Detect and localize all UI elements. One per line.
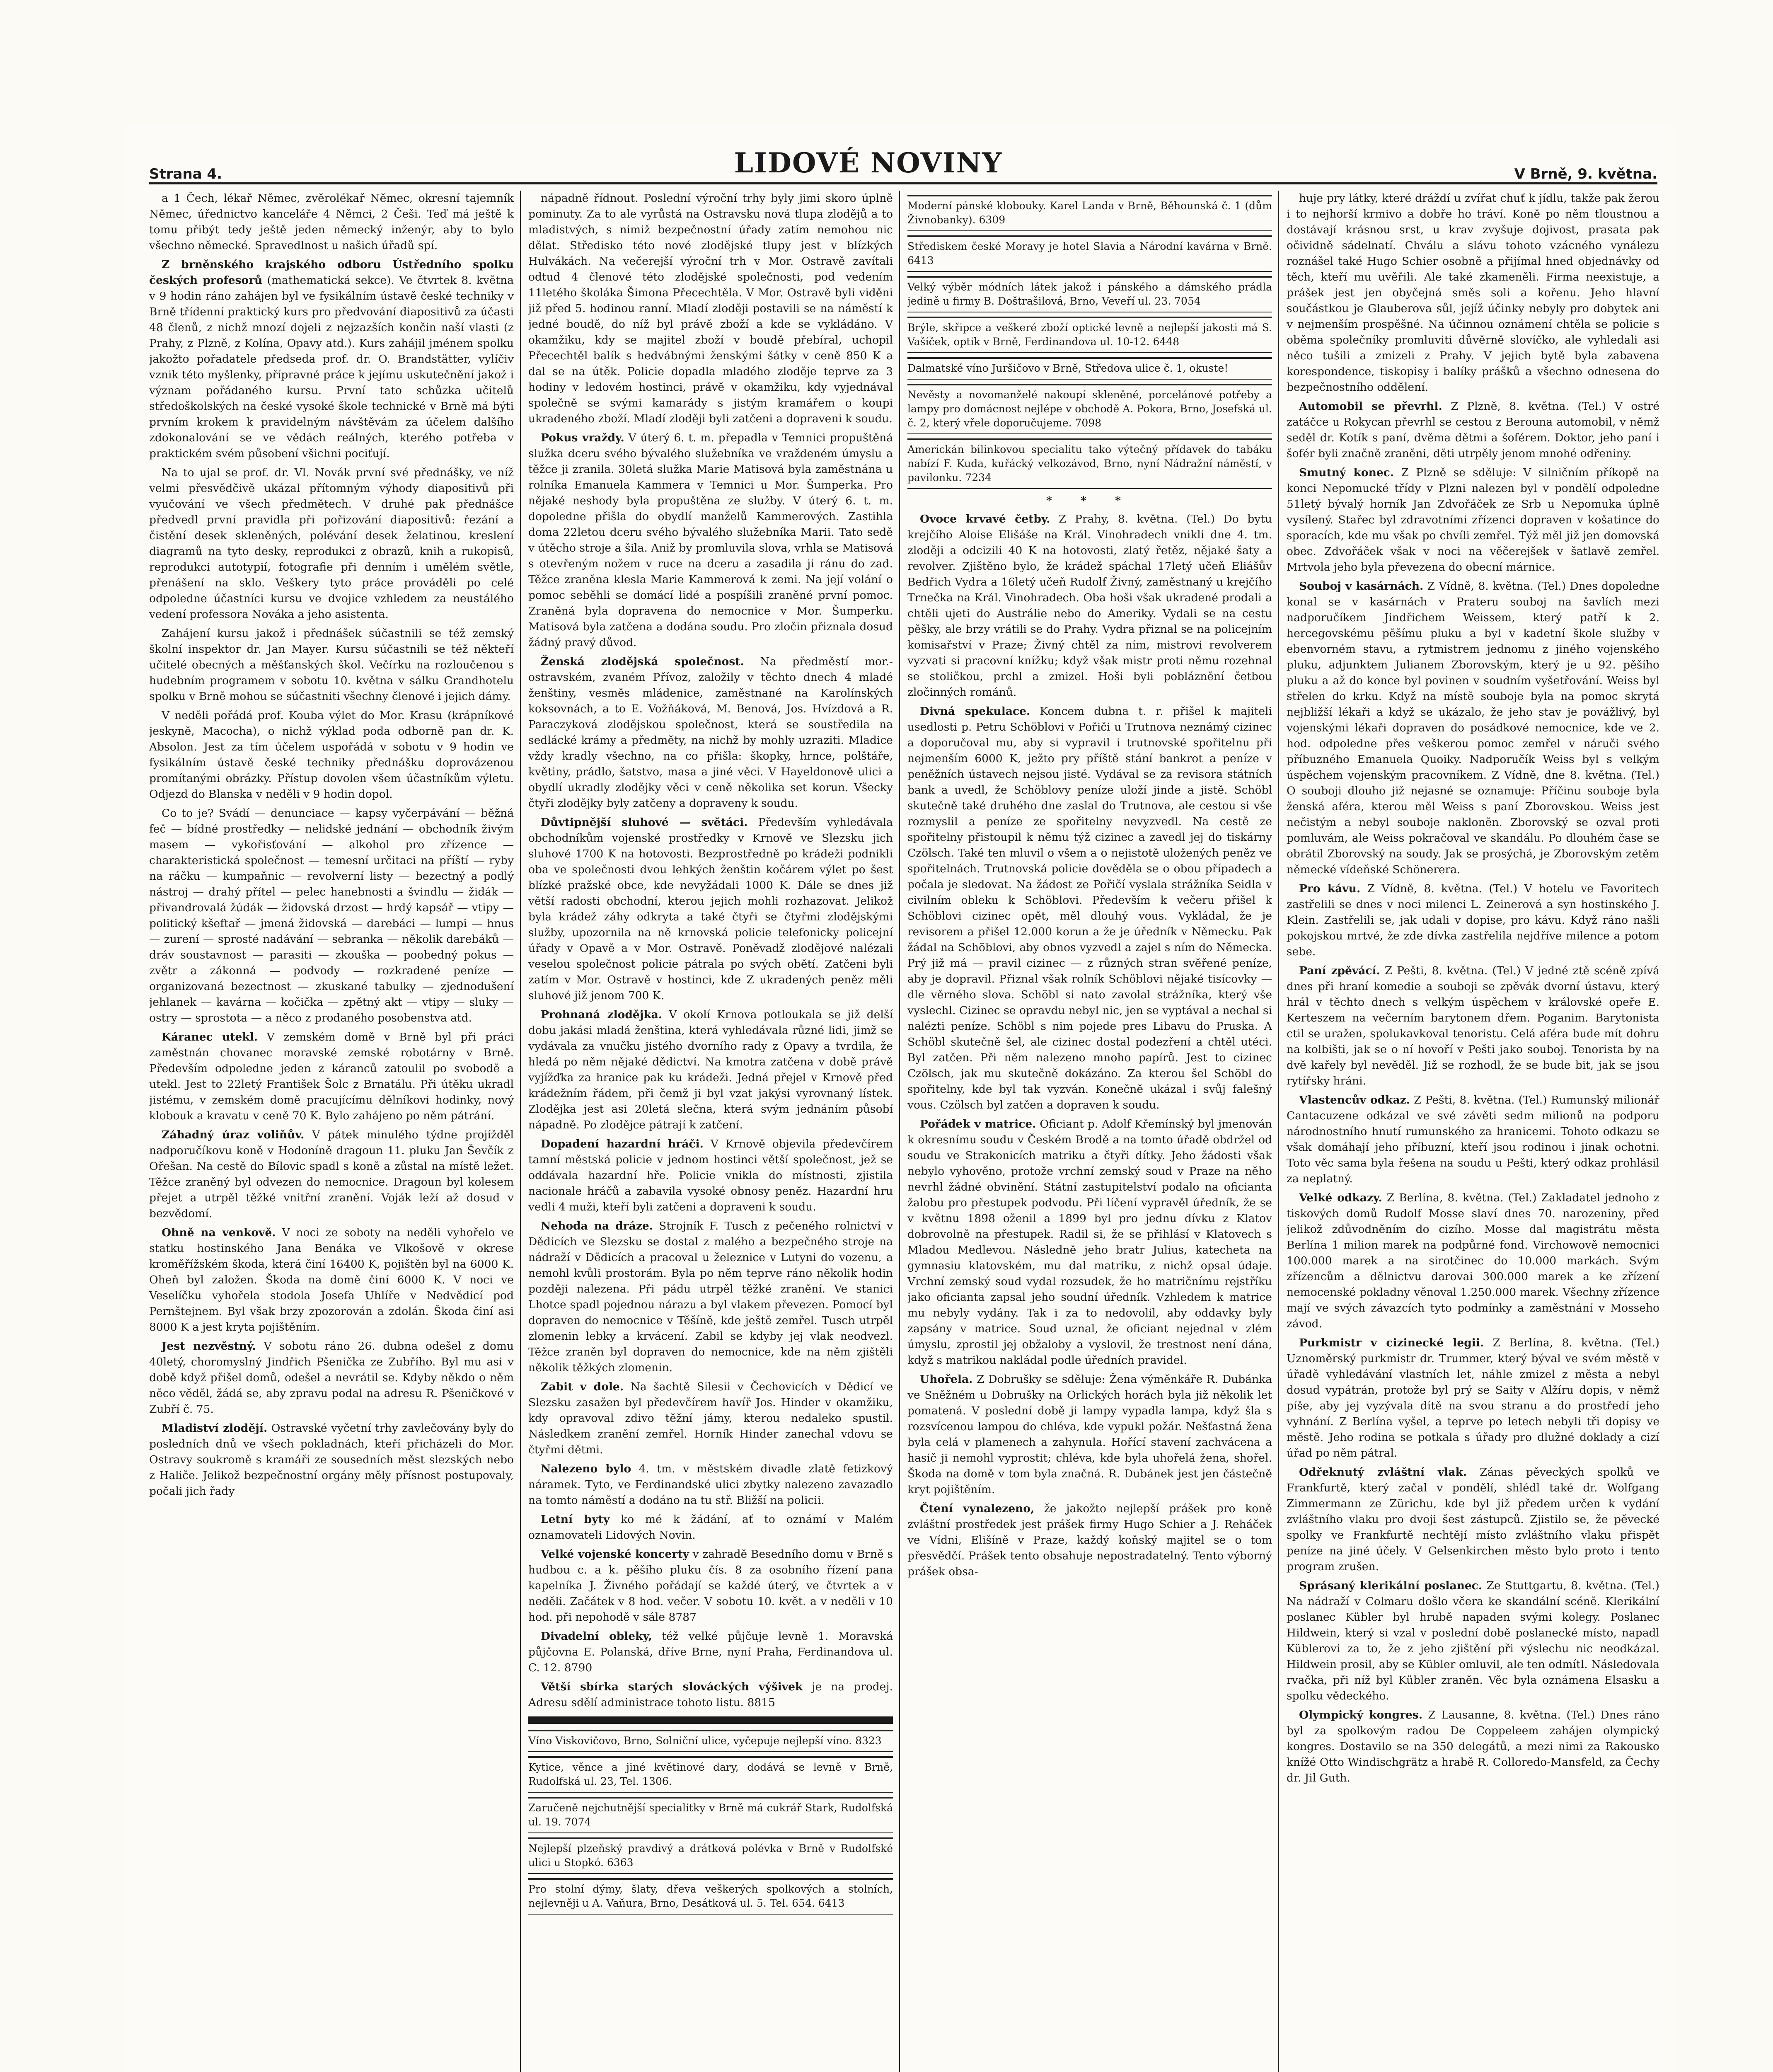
article-text: Na předměstí mor.-ostravském, zvaném Přívoz, založily v těchto dnech 4 mladé ženštiny, vesměs mládenice, zaměstnané na Karolínských koksovnách, a to E. Vožňáková, M. Benová, Jos. Hvízdová a R. Paraczyková zlodějskou společnost, která se soustředila na sedlácké krámy a předměty, na nichž by mohly uzraziti. Mladice vždy kradly všechno, na co přišla: škopky, hrnce, polštáře, květiny, prádlo, šatstvo, masa a jiné věci. V Hayeldonově ulici a obydlí ukradly zlodějky věci v ceně několika set korun. Všecky čtyři zlodějky byly zatčeny a dopraveny k soudu. <box>528 655 893 810</box>
section-divider-stars: * * * <box>1046 494 1134 507</box>
article <box>528 1218 893 1376</box>
column-1 <box>149 191 514 2072</box>
article-text: V Krnově objevila předevčírem tamní městská policie v jednom hostinci větší společnost, jež se oddávala hazardní hře. Policie vnikla do místnosti, zjistila nacionale hráčů a zabavila vysoké obnosy peněz. Hazardní hru vedli 4 muži, kteří byli zatčeni a dopraveni k soudu. <box>528 1138 893 1213</box>
article-text: Z Dobrušky se sděluje: Žena výměnkáře R. Dubánka ve Sněžném u Dobrušky na Orlických horách byla již několik let pomatená. V poslední době ji lampy vypadla lampa, když šla s rozsvícenou lampou do chléva, kde vypukl požár. Nešťastná žena byla celá v plamenech a zahynula. Hořící stavení zachvácena a hasič ji nemohl vyprostit; chléva, kde byla uhořelá žena, shořel. Škoda na domě v tom byla značná. R. Dubánek jest jen částečně kryt pojištěním. <box>907 1373 1272 1496</box>
article-text: 4. tm. v městském divadle zlatě fetizkový náramek. Tyto, ve Ferdinandské ulici zbytky nalezeno zavazadlo na tomto náměstí a dodáno na tu stř. Bližší na policii. <box>528 1462 893 1507</box>
advertisement: Americkán bilinkovou specialitu tako výtečný přídavek do tabáku nabízí F. Kuda, kuřácký velkozávod, Brno, nyní Nádražní náměstí, v pavilonku. 7234 <box>907 438 1272 489</box>
article-headline: Záhadný úraz voliňův. <box>162 1128 305 1141</box>
article-headline: Letní byty <box>541 1513 610 1526</box>
article-text: Koncem dubna t. r. přišel k majiteli usedlosti p. Petru Schöblovi v Pořiči u Trutnova neznámý cizinec a doporučoval mu, aby si vypravil i trutnovské spořitelnu při nejmenším 6000 K, ježto pry příště stání bankrot a peníze v peněžních ústavech nejsou jisté. Vydával se za revisora státních bank a uvedl, že Schöblovy peníze uloží jinde a jistě. Schöbl skutečně také druhého dne zaslal do Trutnova, ale cestou si vše rozmyslil a peníze ze spořitelny nevyzvedl. Na cestě ze spořitelny přistoupil k němu týž cizinec a zavedl jej do tiskárny Czölsch. Také ten mluvil o všem a o nejistotě uložených peněz ve spořitelnách. Trutnovská policie dověděla se o obou případech a počala je sledovat. Na žádost ze Pořičí vyslala strážníka Seidla v civilním obleku k Schöblovi. Především k večeru přišel k Schöblovi cizinec opět, měl dlouhý vous. Vykládal, že je revisorem a přišel 12.000 korun a že je úředník v Německu. Pak žádal na Schöblovi, aby obnos vyzvedl a zajel s ním do Německa. Prý již má — pravil cizinec — z různých stran svěřené peníze, aby je dopravil. Přiznal však rolník Schöblovi nějaké tisícovky — dle věrného slova. Schöbl si nato zavolal strážníka, který vše vyslechl. Cizinec se opravdu nebyl nic, jen se vyptával a nechal si nalézti peníze. Schöbl s nim pojede pres Libavu do Pruska. A Schöbl skutečně šel, ale cizinec dostal podezření a chtěl utéci. Byl zatčen. Při něm nalezeno mnoho papírů. Jest to cizinec Czölsch, jak mu skutečně dokázáno. Za kterou šel Schöbl do spořitelny, kde byl tak vyzván. Konečně ukázal i svůj falešný vous. Czölsch byl zatčen a dopraven k soudu. <box>907 705 1272 1111</box>
article-text: Strojník F. Tusch z pečeného rolnictví v Dědicích ve Slezsku se dostal z malého a bezpečného stroje na nádraží v Dědicích a pracoval u železnice v Lutyni do vozenu, a nemohl kvůli prostorám. Byla po něm teprve ráno několik hodin později nalezena. Při pádu utrpěl těžké zranění. Ve stanici Lhotce spadl pojednou nárazu a byl vlakem převezen. Pomocí byl dopraven do nemocnice v Těšíně, kde ještě zemřel. Tusch utrpěl zlomenin lebky a krvácení. Zabil se kdyby jej vlak neodvezl. Těžce zraněn byl dopraven do nemocnice, kde na něm zjištěli několik těžkých zlomenin. <box>528 1220 893 1374</box>
advertisement: Pro stolní dýmy, šlaty, dřeva veškerých spolkových a stolních, nejlevněji u A. Vaňura, Brno, Desátková ul. 5. Tel. 654. 6413 <box>528 1878 893 1915</box>
article-headline: Nalezeno bylo <box>541 1462 631 1475</box>
article-headline: Purkmistr v cizinecké legii. <box>1299 1336 1484 1349</box>
article <box>907 1372 1272 1498</box>
article <box>1287 1335 1659 1461</box>
article-headline: Uhořela. <box>920 1373 973 1386</box>
column-2 <box>528 191 893 2072</box>
article <box>1287 579 1659 878</box>
article-text: huje pry látky, které dráždí u zvířat chuť k jídlu, takže pak žerou i to nejhorší krmivo a dobře ho tráví. Koně po něm tloustnou a dostávají krásnou srst, u krav zvyšuje dojivost, prasata pak očividně sádelnatí. Chválu a slávu tohoto vzácného vynálezu roznášel také Hugo Schier osobně a přijímal hned objednávky od těch, kteří mu uvěřili. Ale také zkameněli. Firma neexistuje, a prášek jest jen obyčejná směs soli a kořenu. Jeho hlavní součástkou je Glauberova sůl, jejíž účinky nebyly pro dobytek ani v nejmenším prospěšné. Na účinnou oznámení chtěla se policie s oběma společníky promluviti důvěrně slovíčko, ale vyhledali asi něco tušili a zmizeli z Prahy. V jejich bytě byla zabavena korespondence, tiskopisy i balíky prášků a všechno odnesena do bezpečnostního oddělení. <box>1287 192 1659 394</box>
article-headline: Vlastencův odkaz. <box>1299 1094 1410 1106</box>
article-text: nápadně řídnout. Poslední výroční trhy byly jimi skoro úplně pominuty. Za to ale vyrůstá na Ostravsku nová tlupa zlodějů a to mladistvých, s nimiž bezpečnostní úřady zatím nemohou nic dělat. Středisko této nové zlodějské tlupy jest v blízkých Hulvákách. Na večerejší výroční trh v Mor. Ostravě zavítali odtud 4 členové této zlodějské společnosti, pod vedením 11letého školáka Šimona Přecechtěla. V Mor. Ostravě byli viděni již před 5. hodinou ranní. Mladí zloději postavili se na náměstí k jedné boudě, do níž byl právě zboží a kde se vykládáno. V okamžiku, kdy se majitel zboží v boudě přebíral, uchopil Přecechtěl balík s hedvábnými ženskými šátky v ceně 850 K a dal se na útěk. Policie dopadla mladého zloděje teprve za 3 hodiny v ledovém hostinci, právě v okamžiku, kdy vyjednával společně se svými kamarády s jistým kramářem o koupi ukradeného zboží. Mladí zloději byli zatčeni a dopraveni k soudu. <box>528 192 893 425</box>
advertisement: Kytice, věnce a jiné květinové dary, dodává se levně v Brně, Rudolfská ul. 23, Tel. 1306. <box>528 1756 893 1793</box>
article-text: Co to je? Svádí — denunciace — kapsy vyčerpávání — běžná feč — bídné prostředky — nelidské jednání — obchodník živým masem — vykořisťování — alkohol pro zřízence — charakteristická společnost — temesní určitaci na příští — ryby na ráčku — kumpaňnic — revolverní listy — bezectný a podlý nástroj — drahý přítel — pelec hanebnosti a švindlu — židák — přivandrovalá žúdák — židovská drzost — hrdý kapsář — vtipy — politický kšeftař — jmená židovská — darebáci — lumpi — hnus — zurení — sprosté nadávání — sebranka — několik darebáků — dráv soustavnost — parasiti — zkouška — poobedný pokus — zvětr a zákonná — podvody — rozkradené peníze — organizovaná bezectnost — zkuskané tabulky — zjednodušení jehlanek — kavárna — kočička — zpětný akt — vtipy — sluky — ostry — sprostota — a něco z prodaného posobenstva atd. <box>149 807 514 1024</box>
article-headline: Velké odkazy. <box>1299 1191 1382 1204</box>
article-text: V neděli pořádá prof. Kouba výlet do Mor. Krasu (krápníkové jeskyně, Macocha), o nichž výklad poda odborně pan dr. K. Absolon. Jest za tím účelem uspořádá v sobotu v 9 hodin ve fysikálním ústavě české techniky přednášku doprovázenou promítanými obrázky. Přístup dovolen všem účastníkům výletu. Odjezd do Blanska v neděli v 9 hodin dopol. <box>149 709 514 801</box>
article-text: V úterý 6. t. m. přepadla v Temnici propuštěná služka dceru svého bývalého služebníka ve vraždeném úmyslu a těžce ji zranila. 30letá služka Marie Matisová byla zaměstnána u rolníka Emanuela Kammera v Temnici u Mor. Šumperka. Pro nějaké neshody byla propuštěna ze služby. V úterý 6. t. m. dopoledne přišla do obydlí manželů Kammerových. Zastihla doma 22letou dceru svého bývalého služebníka Marii. Tato sedě v útěcho stroje a šila. Aniž by promluvila slova, vrhla se Matisová s otevřeným nožem v ruce na dceru a zasadila ji ránu do zad. Těžce zraněna klesla Marie Kammerová k zemi. Na její volání o pomoc seběhli se domácí lidé a pospíšili zraněné první pomoc. Zraněná byla dopravena do nemocnice v Mor. Šumperku. Matisová byla zatčena a dodána soudu. Pro zločin přiznala dosud žádný pravý důvod. <box>528 431 893 649</box>
article-text: Ostravské vyčetní trhy zavlečovány byly do posledních dnů ve všech pokladnách, kteří přicházeli do Mor. Ostravy soukromě s kramáři ze sousedních měst slezských nebo z Haliče. Jelikož bezpečnostní orgány měly přísnost postupovaly, počali jich řady <box>149 1422 514 1498</box>
advertisement: Nejlepší plzeňský pravdivý a drátková polévka v Brně v Rudolfské ulici u Stopkó. 6363 <box>528 1837 893 1874</box>
article-text: též velké půjčuje levně 1. Moravská půjčovna E. Polanská, dříve Brne, nyní Praha, Ferdinandova ul. C. 12. 8790 <box>528 1630 893 1674</box>
newspaper-page <box>124 124 1674 2072</box>
article <box>149 257 514 462</box>
article-text: Na to ujal se prof. dr. Vl. Novák první své přednášky, ve níž velmi přesvědčivě ukázal přítomným výhody diapositivů při vyučování ve všech předmětech. V druhé pak přednášce předvedl první pravidla při pořizování diapositivů: řezání a čistění desek skleněných, polévání desek želatinou, kreslení diagramů na tyto desky, reprodukci z obrazů, knih a rukopisů, reprodukci autotypií, fotografie při denním i umělém světle, přenášení na sklo. Veškery tyto práce prováděli po celé odpoledne účastníci kursu ve dvojice vzhledem za neustálého vedení professora Nováka a jeho asistenta. <box>149 466 514 621</box>
article-headline: Divadelní obleky, <box>541 1630 652 1643</box>
article-text: Z Vídně, 8. května. (Tel.) Dnes dopoledne konal se v kasárnách v Prateru souboj na šavlích mezi nadporučíkem Jindřichem Weissem, který patří k 2. hercegovskému pěšímu pluku a byl v kadetní škole služby v ebenvorném stavu, a rytmistrem jednomu z jiného vojenského pluku, adjunktem Julianem Zborovským, který je u 92. pěšího pluku a až do konce byl povinen v soudním vyšetřování. Weiss byl střelen do krku. Když na místě souboje byla na pomoc skrytá nejbližší lékaři a když se ukázalo, že jeho stav je povážlivý, byl vojenskými lékaři dopraven do posádkové nemocnice, kde ve 2. hod. odpoledne přes veškerou pomoc zemřel v náruči svého příbuzného Emanuela Quoiky. Nadporučík Weiss byl s velkým úspěchem vojenským pracovníkem. Z Vídně, dne 8. května. (Tel.) O souboji dlouho již nejasné se oznamuje: Příčinu souboje byla ženská aféra, kterou měl Weiss s paní Zborovskou. Weiss jest nečistým a nebyl souboje nakloněn. Zborovský se ozval proti pomluvám, ale Weiss pokračoval ve skandálu. Po dlouhém čase se obrátil Zborovský na soudy. Jak se prosýchá, je Zborovským zetěm německé vídeňské Schönerera. <box>1287 580 1659 876</box>
article-text: Z Pešti, 8. května. (Tel.) V jedné ztě scéně zpívá dnes při hraní komedie a souboji se zpěvák dvorní ústavu, který hrál v těchto dnech s velkým úspěchem v královské opeře E. Kerteszem na večerním barytonem dřem. Poganim. Barytonista ctil se uražen, spolukavkoval tenoristu. Celá aféra bude mít dohru na kolbišti, jak se o ní hovoří v Pešti jako souboj. Tenorista by na dvě kařely byl nevěděl. Již se rozhodl, že se bude bit, jak se jsou rytířsky hráni. <box>1287 964 1659 1087</box>
article-headline: Mladiství zlodějí. <box>162 1422 268 1435</box>
advertisement: Dalmatské víno Juršičovo v Brně, Středova ulice č. 1, okuste! <box>907 357 1272 380</box>
article <box>1287 1464 1659 1575</box>
article <box>1287 399 1659 462</box>
article <box>528 1679 893 1711</box>
article <box>1287 1190 1659 1332</box>
article-text: Z Prahy, 8. května. (Tel.) Do bytu krejčího Aloise Elišáše na Král. Vinohradech vnikli dne 4. tm. zloději a odcizili 40 K na hotovosti, zlatý řetěz, nějaké šaty a revolver. Zjištěno bylo, že krádež spáchal 17letý učeň Eliášův Bedřich Vydra a 16letý učeň Rudolf Živný, zaměstnaný u krejčího Trnečka na Král. Vinohradech. Oba hoši však ukradené prodali a chtěli ujeti do Austrálie nebo do Ameriky. Vydali se na cestu pěšky, ale brzy vrátili se do Prahy. Vydra přiznal se na policejním komisařství v Praze; Živný chtěl za ním, mistrovi revolverem vyzvati si pracovní knížku; když však mistr proti němu rozehnal se stoličkou, prchl a zmizel. Hoši byli pobláznění četbou zločinných románů. <box>907 513 1272 699</box>
article-headline: Z brněnského krajského odboru Ústředního spolku českých profesorů <box>149 258 514 287</box>
article <box>528 815 893 1004</box>
article-headline: Odřeknutý zvláštní vlak. <box>1299 1466 1467 1479</box>
article-text: v zahradě Besedního domu v Brně s hudbou c. a k. pěšího pluku čís. 8 za osobního řízení pana kapelníka J. Živného pořádají se každé úterý, ve čtvrtek a v neděli. Začátek v 8 hod. večer. V sobotu 10. květ. a v neděli v 10 hod. při nepohodě v sále 8787 <box>528 1548 893 1624</box>
article-text: Ze Stuttgartu, 8. května. (Tel.) Na nádraží v Colmaru došlo včera ke skandální scéně. Klerikální poslanec Kübler byl hrubě napaden svými kolegy. Poslanec Hildwein, který si vzal v poslední době poslanecké místo, napadl Küblerovi za to, že z jeho zjištění při výslechu nic neodkázal. Hildwein prosil, aby se Kübler omluvil, ale ten odmítl. Následovala rvačka, při níž byl Kübler zraněn. Věc byla oznámena Elsasku a spolku vědeckého. <box>1287 1579 1659 1702</box>
article-headline: Pro kávu. <box>1299 882 1361 895</box>
article-text: Z Pešti, 8. května. (Tel.) Rumunský milionář Cantacuzene odkázal ve své závěti sedm milionů na podporu národnostního hnutí rumunského za hranicemi. Tohoto odkazu se však domáhají jeho příbuzní, kteří jsou rodinou i jinak ochotni. Toto věc sama byla řešena na soudu u Pešti, který odkaz prohlásil za neplatný. <box>1287 1094 1659 1185</box>
article-text: V zemském domě v Brně byl při práci zaměstnán chovanec moravské zemské robotárny v Brně. Především odpoledne jeden z káranců zatoulil po svobodě a utekl. Jest to 22letý František Šolc z Brnatálu. Při útěku ukradl jistému, v zemském domě pracujícímu dělníkovi hodinky, nový klobouk a kravatu v ceně 70 K. Bylo zahájeno po něm pátrání. <box>149 1031 514 1122</box>
advertisement: Víno Viskovičovo, Brno, Solniční ulice, vyčepuje nejlepší víno. 8323 <box>528 1730 893 1752</box>
article <box>1287 963 1659 1089</box>
article-headline: Čtení vynalezeno, <box>920 1502 1035 1515</box>
article-headline: Pořádek v matrice. <box>920 1118 1036 1130</box>
article-headline: Nehoda na dráze. <box>541 1220 653 1232</box>
article-headline: Jest nezvěstný. <box>162 1340 256 1353</box>
article-headline: Prohnaná zlodějka. <box>541 1008 663 1021</box>
article-text: Oficiant p. Adolf Křemínský byl jmenován k okresnímu soudu v Českém Brodě a na tomto úřadě obdržel od soudu ve Strakonicích matriku a čtyři dítky. Jeho žádosti však nebylo vyhověno, protože vrchní zemský soud v Praze na něho nevrhl žádné obvinění. Státní zastupitelství podalo na oficianta žalobu pro přestupek podvodu. Při líčení vypravěl úředník, že se v květnu 1898 oženil a 1899 byl pro jednu dívku z Klatov dobrovolně na přestupek. Radil si, že se přihlásí v Klatovech s Mladou Medlevou. Následně jeho bratr Julius, katecheta na gymnasiu klatovském, mu dal matriku, z nichž opsal údaje. Vrchní zemský soud vydal rozsudek, že ho matričnímu rejstříku jako oficianta zapsal jeho soudní úředník. Vzhledem k matrice mu nebyly vydány. Tak i za to nedovolil, aby oddavky byly zapsány v matrice. Soud uznal, že oficiant nejednal v zlém úmyslu, zprostil jej obžaloby a vyslovil, že trestnost není dána, když s matrikou nakládal podle úředních pravidel. <box>907 1118 1272 1367</box>
column-divider <box>520 191 521 2072</box>
advertisement: Zaručeně nejchutnější specialitky v Brně má cukrář Stark, Rudolfská ul. 19. 7074 <box>528 1797 893 1833</box>
article-headline: Důvtipnější sluhové — světáci. <box>541 816 748 829</box>
article-text: je na prodej. Adresu sdělí administrace tohoto listu. 8815 <box>528 1680 893 1709</box>
article-headline: Zabit v dole. <box>541 1380 624 1393</box>
article-headline: Ohně na venkově. <box>162 1226 276 1239</box>
article <box>149 1127 514 1222</box>
article <box>528 654 893 811</box>
advertisement: Moderní pánské klobouky. Karel Landa v Brně, Běhounská č. 1 (dům Živnobanky). 6309 <box>907 195 1272 231</box>
article <box>149 1421 514 1499</box>
advertisement: Střediskem české Moravy je hotel Slavia a Národní kavárna v Brně. 6413 <box>907 235 1272 272</box>
advertisement: Nevěsty a novomanželé nakoupí skleněné, porcelánové potřeby a lampy pro domácnost nejlépe v obchodě A. Pokora, Brno, Josefská ul. č. 2, který vřele doporučujeme. 7098 <box>907 384 1272 434</box>
article-headline: Ženská zlodějská společnost. <box>541 655 744 668</box>
article-text: ko mé k žádání, ať to oznámí v Malém oznamovateli Lidových Novin. <box>528 1513 893 1542</box>
article-headline: Divná spekulace. <box>920 705 1030 718</box>
article-text: že jakožto nejlepší prášek pro koně zvláštní prostředek jest prášek firmy Hugo Schier a J. Reháček ve Vídni, Elišíně v Praze, každý koňský majitel se o tom přesvědčí. Prášek tento obsahuje nepostradatelný. Tento výborný prášek obsa- <box>907 1502 1272 1578</box>
article <box>1287 1707 1659 1786</box>
article-text: V sobotu ráno 26. dubna odešel z domu 40letý, choromyslný Jindřich Pšenička ze Zubřího. Byl mu asi v době když přišel domů, odešel a nevrátil se. Kdyby někdo o něm něco věděl, žádá se, aby zpravu podal na adresu R. Pšeničkové v Zubří č. 75. <box>149 1340 514 1416</box>
page-header <box>149 141 1657 184</box>
article <box>907 1501 1272 1580</box>
article-text: V pátek minulého týdne projížděl nadporučíkovu koně v Hodoníně dragoun 11. pluku Jan Ševčík z Ořešan. Na cestě do Bílovic spadl s koně a zůstal na místě ležet. Těžce zraněný byl odvezen do nemocnice. Dragoun byl kolesem přejet a utrpěl těžké vnitřní zranění. Voják leží až dosud v bezvědomí. <box>149 1128 514 1220</box>
article <box>528 1461 893 1508</box>
article-text: V noci ze soboty na neděli vyhořelo ve statku hostinského Jana Benáka ve Vlkošově v okrese kroměřížském škoda, která činí 16400 K, pojištěn byl na 6000 K. Oheň byl založen. Škoda na domě činí 6000 K. V noci ve Veselíčku vyhořela stodola Josefa Uhlíře v Nedvědicí pod Pernštejnem. Byl však brzy zpozorován a zdolán. Škoda činí asi 8000 K a jest kryta pojištěním. <box>149 1226 514 1334</box>
article <box>149 1029 514 1124</box>
article-text: Z Vídně, 8. května. (Tel.) V hotelu ve Favoritech zastřelili se dnes v noci milenci L. Zeinerová a syn hostinského J. Klein. Zastřelili se, jak udali v dopise, pro kávu. Když ráno našli pokojskou mrtvé, že zde dívka zastřelila nejdříve milence a potom sebe. <box>1287 882 1659 958</box>
advertisement: Velký výběr módních látek jakož i pánského a dámského prádla jedině u firmy B. Doštrašilová, Brno, Veveří ul. 23. 7054 <box>907 276 1272 312</box>
article-text: Zánas pěveckých spolků ve Frankfurtě, který začal v pondělí, shlédl také dr. Wolfgang Zimmermann ze Zürichu, kde byl již předem určen k vydání zvláštního vlaku pro dvoji šest zástupců. Zjistilo se, že pěvecké spolky ve Frankfurtě nechtějí místo zvláštního vlaku přispět peníze na jiné účely. V Gelsenkirchen město bylo proto i tento program zrušen. <box>1287 1466 1659 1573</box>
article-text: Z Plzně se sděluje: V silničním příkopě na konci Nepomucké třídy v Plzni nalezen byl v pondělí odpoledne 51letý bývalý horník Jan Zdvořáček ze Srb u Nepomuka úplně vysílený. Stařec byl zdravotními zřízenci dopraven v košatince do sporacích, kde mu však po chvíli zemřel. Týž měl již jen domovská obec. Zdvořáček však v noci na věčerejšek v šatlavě zemřel. Mrtvola jeho byla převezena do obecní márnice. <box>1287 466 1659 574</box>
article-headline: Sprásaný klerikální poslanec. <box>1299 1579 1483 1592</box>
article <box>528 1379 893 1458</box>
article <box>528 1136 893 1215</box>
article <box>149 1225 514 1335</box>
article <box>907 704 1272 1113</box>
article-text: Z Lausanne, 8. května. (Tel.) Dnes ráno byl za spolkovým radou De Coppeleem zahájen olympický kongres. Dostavilo se na 350 delegátů, a mezi nimi za Rakousko knížé Otto Windischgrätz a hrabě R. Colloredo-Mansfeld, za Čechy dr. Jil Guth. <box>1287 1709 1659 1784</box>
advertisement: Brýle, skřipce a veškeré zboží optické levně a nejlepší jakosti má S. Vašíček, optik v Brně, Ferdinandova ul. 10-12. 6448 <box>907 317 1272 353</box>
page-number: Strana 4. <box>149 166 223 182</box>
article <box>149 1339 514 1417</box>
article-headline: Automobil se převrhl. <box>1299 400 1442 413</box>
article-text: Z Berlína, 8. května. (Tel.) Uznoměrský purkmistr dr. Trummer, který býval ve svém městě v úřadě vyhledávání vlastních let, náhle zmizel z města a nebyl dosud vypátrán, protože byl prý se Saity v Alžíru dopis, v němž píše, aby jej vyzývala dítě na svou stranu a do prostředí jeho vyhnání. Z Berlína vyšel, a teprve po letech nebyli tři dopisy ve městě. Jeho rodina se potkala s úřady pro dlužné doklady a cizí úřad po něm pátral. <box>1287 1336 1659 1460</box>
column-3 <box>907 191 1272 2072</box>
article <box>528 1007 893 1133</box>
article-text: V okolí Krnova potloukala se již delší dobu jakási mladá ženština, která vyhledávala různé lidi, jimž se vydávala za vnučku jistého dvorního rady z Opavy a tvrdila, že hledá po něm nějaké dědictví. Na kmotra zatčena v době právě vyjížďka za hranice pak ku krádeži. Jedná přejel v Krnově před krádežním řádem, při čemž ji byl vzat jakýsi vyrovnaný lístek. Zlodějka jest asi 20letá slečna, která svým jednáním působí nápadně. Po zlodějce pátrají k zatčení. <box>528 1008 893 1131</box>
article-text: (mathematická sekce). Ve čtvrtek 8. května v 9 hodin ráno zahájen byl ve fysikálním ústavě české techniky v Brně třídenní praktický kurs pro předvování diapositivů za účasti 48 členů, z nichž mnozí dojeli z nejzazších končin naší vlasti (z Prahy, z Plzně, z Kolína, Opavy atd.). Kurs zahájil jménem spolku jakožto pořadatele předseda prof. dr. O. Brandstätter, vylíčiv vznik této myšlenky, přípravné práce k jejímu uskutečnění jakož i význam pořádaného kursu. První tato schůzka učitelů středoškolských na české vysoké škole technické v Brně má býti prvním krokem k pravidelným návštěvám za účelem dalšího zdokonalování se ve vědách reálných, kterého potřeba v praktickém svém působení všichni pociťují. <box>149 274 514 460</box>
article-text: a 1 Čech, lékař Němec, zvěrolékař Němec, okresní tajemník Němec, úřednictvo kanceláře 4 Němci, 2 Češi. Teď má ještě k tomu přibýt tedy ještě jeden německý inženýr, aby to bylo všechno německé. Spravedlnost u našich úřadů spí. <box>149 192 514 252</box>
article-headline: Dopadení hazardní hráči. <box>541 1138 704 1150</box>
article-text: Zahájení kursu jakož i přednášek súčastnili se též zemský školní inspektor dr. Jan Mayer. Kursu súčastnili se též někteří učitelé obecných a měšťanských škol. Večírku na rozloučenou s hudebním programem v sobotu 10. května v sálku Grandhotelu spolku v Brně mohou se súčastniti všechny členové i jejich dámy. <box>149 627 514 703</box>
article-text: Z Berlína, 8. května. (Tel.) Zakladatel jednoho z tiskových domů Rudolf Mosse slaví dnes 70. narozeniny, před jelikož zdůvodněním do cizího. Mosse dal magistrátu města Berlína 1 milion marek na podpůrné fond. Virchowově nemocnici 100.000 marek a na sirotčinec do 10.000 markách. Svým zřízencům a dělnictvu darovai 300.000 marek a ke zřízení nemocenské pokladny věnoval 1.250.000 marek. Všechny zřízence mají ve svých závazcích tyto podmínky a zaměstnání v Mosseho závod. <box>1287 1191 1659 1330</box>
article <box>907 1116 1272 1368</box>
article <box>1287 1092 1659 1187</box>
column-divider <box>1278 191 1279 2072</box>
article-headline: Velké vojenské koncerty <box>541 1548 689 1561</box>
article-headline: Větší sbírka starých slováckých výšivek <box>541 1680 803 1693</box>
article-headline: Smutný konec. <box>1299 466 1394 479</box>
masthead: LIDOVÉ NOVINY <box>734 147 1003 179</box>
article-headline: Ovoce krvavé četby. <box>920 513 1050 525</box>
article-headline: Káranec utekl. <box>162 1031 258 1043</box>
article-text: Na šachtě Silesii v Čechovicích v Dědicí ve Slezsku zasažen byl předevčírem havíř Jos. Hinder v okamžiku, kdy opravoval zdivo těžní jámy, kterou nedaleko spustil. Následkem zranění zemřel. Horník Hinder zanechal vdovu se čtyřmi dětmi. <box>528 1380 893 1456</box>
article <box>528 1547 893 1625</box>
article-headline: Paní zpěvácí. <box>1299 964 1380 977</box>
article <box>1287 881 1659 960</box>
article-headline: Pokus vraždy. <box>541 431 624 444</box>
column-4 <box>1287 191 1659 2072</box>
article <box>907 511 1272 700</box>
article-headline: Olympický kongres. <box>1299 1709 1423 1721</box>
article-text: Především vyhledávala obchodníkům vojenské prostředky v Krnově ve Slezsku jich sluhové 1700 K na hotovosti. Bezprostředně po krádeži podnikli oba ve společnosti dvou lehkých ženštin kočárem výlet po šest blízké pražské obce, kde nevyžádali 1000 K. Dále se dnes již větší radosti obchodní, kterou jejich mohli rozhazovat. Jelikož byla krádež záhy odkryta a také čtyři se čtyřmi zlodějskými služby, upozornila na ně krnovská policie telefonicky policejní úřady v Opavě a v Mor. Ostravě. Poněvadž zlodějové nalézali veselou společnost policie pátrala po svých obětí. Zatčeni byli zatím v Mor. Ostravě v hostinci, kde Z ukradených peněz měli sluhové již jenom 700 K. <box>528 816 893 1002</box>
article <box>528 430 893 651</box>
issue-date: V Brně, 9. května. <box>1514 166 1657 182</box>
column-divider <box>899 191 900 2072</box>
article <box>528 1512 893 1543</box>
article <box>528 1629 893 1676</box>
article-text: Z Plzně, 8. května. (Tel.) V ostré zatáčce u Rokycan převrhl se cestou z Berouna automobil, v němž seděl dr. Kotík s paní, dvěma dětmi a šoférem. Doktor, jeho paní i šofér byli značně zraněni, děti utrpěly jenom mnohé odřeniny. <box>1287 400 1659 460</box>
ad-separator-bar <box>528 1716 893 1724</box>
article-headline: Souboj v kasárnách. <box>1299 580 1424 593</box>
article <box>1287 465 1659 575</box>
article <box>1287 1578 1659 1704</box>
